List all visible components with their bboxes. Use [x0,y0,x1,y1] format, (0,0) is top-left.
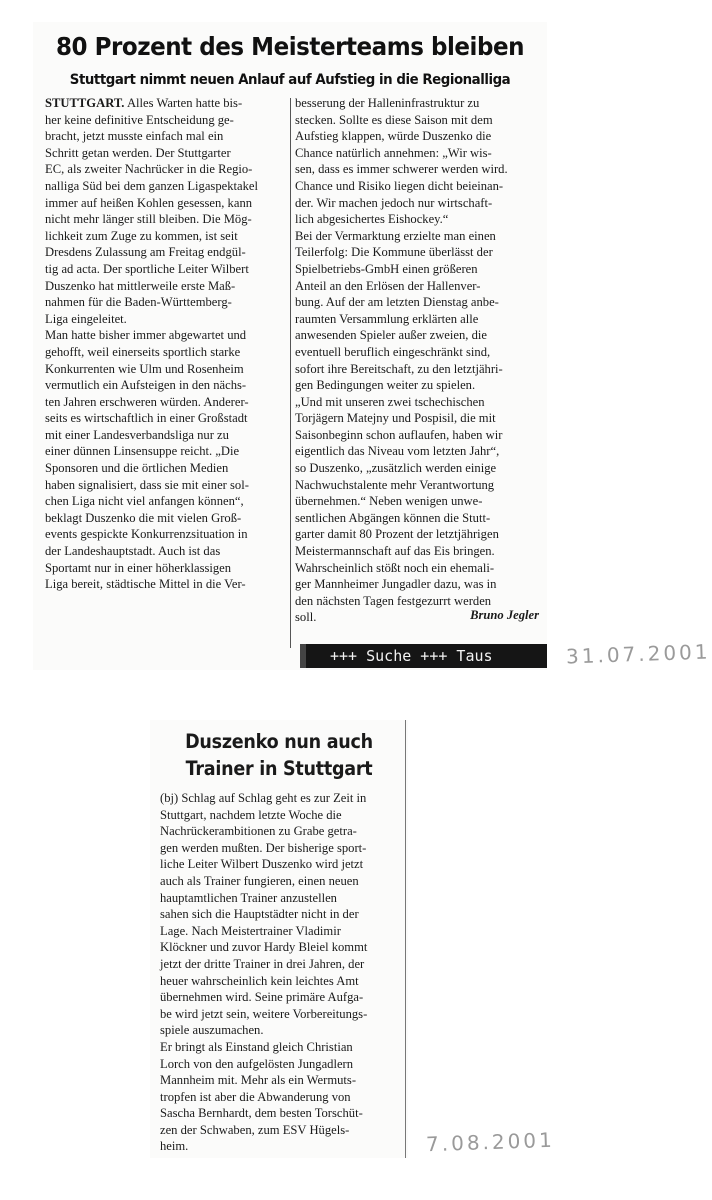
article1-column-left-text: Alles Warten hatte bis- her keine definitive Entscheidung ge- bracht, jetzt musste einfach mal ein Schritt getan werden. Der Stuttgarter EC, als zweiter Nachrücker in die Regio- nalliga Süd bei dem ganzen Ligaspektakel immer auf heißen Kohlen gesessen, kann nicht mehr länger still bleiben. Die Mög- lichkeit zum Zuge zu kommen, ist seit Dresdens Zulassung am Freitag endgül- tig ad acta. Der sportliche Leiter Wilbert Duszenko hat mittlerweile erste Maß- nahmen für die Baden-Württemberg- Liga eingeleitet. Man hatte bisher immer abgewartet und gehofft, weil einerseits sportlich starke Konkurrenten wie Ulm und Rosenheim vermutlich ein Aufsteigen in den nächs- ten Jahren erschweren würden. Anderer- seits es wirtschaftlich in einer Großstadt mit einer Landesverbandsliga nur zu einer dünnen Linsensuppe reicht. „Die Sponsoren und die örtlichen Medien haben signalisiert, dass sie mit einer sol- chen Liga nicht viel anfangen können“, beklagt Duszenko die mit vielen Groß- events gespickte Konkurrenzsituation in der Landeshauptstadt. Auch ist das Sportamt nur in einer höherklassigen Liga bereit, städtische Mittel in die Ver- [45,96,258,592]
article1-subheadline: Stuttgart nimmt neuen Anlauf auf Aufstieg in die Regionalliga [69,72,511,88]
newspaper-clipping-2 [150,720,408,1158]
article2-body: (bj) Schlag auf Schlag geht es zur Zeit in Stuttgart, nachdem letzte Woche die Nachrückerambitionen zu Grabe getra- gen werden mußten. Der bisherige sport- liche Leiter Wilbert Duszenko wird jetzt auch als Trainer fungieren, einen neuen hauptamtlichen Trainer anzustellen sahen sich die Hauptstädter nicht in der Lage. Nach Meistertrainer Vladimir Klöckner und zuvor Hardy Bleiel kommt jetzt der dritte Trainer in drei Jahren, der heuer wahrscheinlich kein leichtes Amt übernehmen wird. Seine primäre Aufga- be wird jetzt sein, weitere Vorbereitungs- spiele auszumachen. Er bringt als Einstand gleich Christian Lorch von den aufgelösten Jungadlern Mannheim mit. Mehr als ein Wermuts- tropfen ist aber die Abwanderung von Sascha Bernhardt, dem besten Torschüt- zen der Schwaben, zum ESV Hügels- heim. [160,791,368,1154]
article1-author: Bruno Jegler [470,608,539,622]
article2-headline: Duszenko nun auch Trainer in Stuttgart [185,730,373,780]
article1-column-right-text: besserung der Halleninfrastruktur zu stecken. Sollte es diese Saison mit dem Aufstieg klappen, würde Duszenko die Chance natürlich annehmen: „Wir wis- sen, dass es immer schwerer werden wird. Chance und Risiko liegen dicht beieinan- der. Wir machen jedoch nur wirtschaft- lich abgesichertes Eishockey.“ Bei der Vermarktung erzielte man einen Teilerfolg: Die Kommune überlässt der Spielbetriebs-GmbH einen größeren Anteil an den Erlösen der Hallenver- bung. Auf der am letzten Dienstag anbe- raumten Versammlung erklärten alle anwesenden Spieler außer zweien, die eventuell beruflich eingeschränkt sind, sofort ihre Bereitschaft, zu den letztjähri- gen Bedingungen weiter zu spielen. „Und mit unseren zwei tschechischen Torjägern Matejny und Pospisil, die mit Saisonbeginn schon auflaufen, haben wir eigentlich das Niveau vom letzten Jahr“, so Duszenko, „zusätzlich werden einige Nachwuchstalente mehr Verantwortung übernehmen.“ Neben wenigen unwe- sentlichen Abgängen können die Stutt- garter damit 80 Prozent der letztjährigen Meistermannschaft auf das Eis bringen. Wahrscheinlich stößt noch ein ehemali- ger Mannheimer Jungadler dazu, was in den nächsten Tagen festgezurrt werden soll. [295,96,508,625]
column-divider [290,98,291,648]
article1-column-left [45,95,285,593]
article1-dateline: STUTTGART. [45,96,125,110]
banner-edge [300,644,306,668]
article1-headline: 80 Prozent des Meisterteams bleiben [55,32,525,61]
article1-banner: +++ Suche +++ Taus [300,644,547,668]
article1-column-right [295,95,541,626]
handwritten-date-2: 7.08.2001 [425,1127,556,1157]
handwritten-date-1: 31.07.2001 [565,639,711,669]
newspaper-clipping-1 [33,22,547,670]
clipping-edge-rule [405,720,406,1158]
